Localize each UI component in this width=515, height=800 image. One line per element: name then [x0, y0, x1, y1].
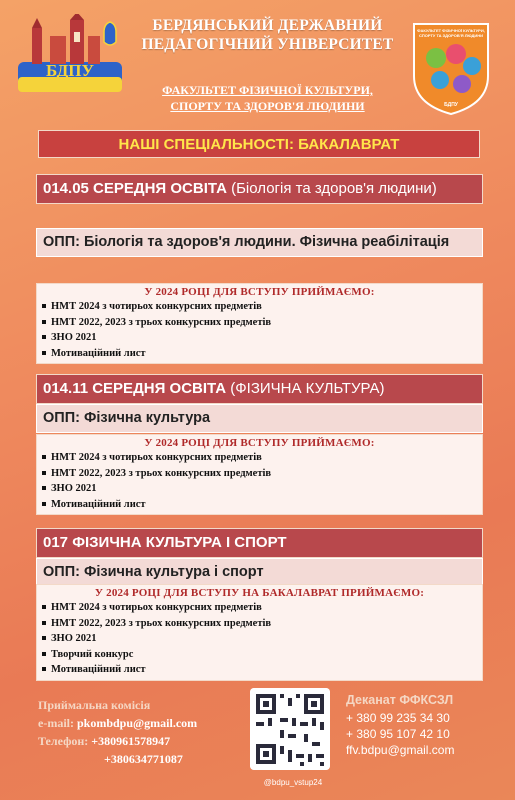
list-item: ЗНО 2021: [41, 481, 478, 497]
phone-link[interactable]: +380961578947: [91, 734, 171, 748]
specialties-banner: НАШІ СПЕЦІАЛЬНОСТІ: БАКАЛАВРАТ: [38, 130, 480, 158]
faculty-logo-icon: [404, 18, 498, 116]
svg-text:ФАКУЛЬТЕТ ФІЗИЧНОЇ КУЛЬТУРИ,: ФАКУЛЬТЕТ ФІЗИЧНОЇ КУЛЬТУРИ,: [417, 28, 485, 33]
admission-list: [36, 283, 483, 364]
phone-link[interactable]: + 380 95 107 42 10: [346, 727, 450, 741]
dean-contacts: [346, 692, 506, 758]
list-item: НМТ 2024 з чотирьох конкурсних предметів: [41, 450, 478, 466]
program-title: 017 ФІЗИЧНА КУЛЬТУРА І СПОРТ: [36, 528, 483, 558]
list-item: ЗНО 2021: [41, 631, 478, 647]
dean-title: Деканат ФФКСЗЛ: [346, 693, 454, 707]
list-item: ЗНО 2021: [41, 330, 478, 346]
email-link[interactable]: ffv.bdpu@gmail.com: [346, 743, 455, 757]
faculty-name: ФАКУЛЬТЕТ ФІЗИЧНОЇ КУЛЬТУРИ, СПОРТУ ТА ЗДОРОВ'Я ЛЮДИНИ: [162, 83, 373, 113]
list-item: НМТ 2024 з чотирьох конкурсних предметів: [41, 600, 478, 616]
program-opp: ОПП: Фізична культура і спорт: [36, 558, 483, 587]
admission-title: У 2024 РОЦІ ДЛЯ ВСТУПУ НА БАКАЛАВРАТ ПРИЙМАЄМО:: [94, 587, 425, 599]
email-link[interactable]: pkombdpu@gmail.com: [76, 716, 198, 730]
qr-code-icon[interactable]: [250, 688, 330, 770]
qr-caption: @bdpu_vstup24: [263, 778, 323, 787]
program-title: 014.05 СЕРЕДНЯ ОСВІТА (Біологія та здоров'я людини): [36, 174, 483, 204]
admission-title: У 2024 РОЦІ ДЛЯ ВСТУПУ ПРИЙМАЄМО:: [144, 437, 375, 449]
admission-contacts: [38, 696, 248, 768]
svg-text:БДПУ: БДПУ: [444, 102, 458, 108]
admission-title: У 2024 РОЦІ ДЛЯ ВСТУПУ ПРИЙМАЄМО:: [144, 286, 375, 298]
list-item: НМТ 2022, 2023 з трьох конкурсних предметів: [41, 315, 478, 331]
list-item: НМТ 2022, 2023 з трьох конкурсних предметів: [41, 616, 478, 632]
header: [0, 0, 515, 125]
svg-text:БДПУ: БДПУ: [46, 61, 94, 80]
university-logo-icon: [10, 14, 136, 98]
phone-link[interactable]: + 380 99 235 34 30: [346, 711, 450, 725]
phone-link[interactable]: +380634771087: [104, 752, 183, 766]
svg-text:СПОРТУ ТА ЗДОРОВ'Я ЛЮДИНИ: СПОРТУ ТА ЗДОРОВ'Я ЛЮДИНИ: [418, 33, 484, 38]
email-label: e-mail:: [38, 716, 74, 730]
program-opp: ОПП: Біологія та здоров'я людини. Фізична реабілітація: [36, 228, 483, 257]
program-opp: ОПП: Фізична культура: [36, 404, 483, 433]
list-item: Мотиваційний лист: [41, 346, 478, 362]
list-item: НМТ 2024 з чотирьох конкурсних предметів: [41, 299, 478, 315]
committee-label: Приймальна комісія: [38, 698, 151, 712]
program-title: 014.11 СЕРЕДНЯ ОСВІТА (ФІЗИЧНА КУЛЬТУРА): [36, 374, 483, 404]
admission-list: [36, 584, 483, 681]
list-item: НМТ 2022, 2023 з трьох конкурсних предметів: [41, 466, 478, 482]
admission-list: [36, 434, 483, 515]
list-item: Мотиваційний лист: [41, 662, 478, 678]
list-item: Творчий конкурс: [41, 647, 478, 663]
list-item: Мотиваційний лист: [41, 497, 478, 513]
phone-label: Телефон:: [38, 734, 89, 748]
university-name: БЕРДЯНСЬКИЙ ДЕРЖАВНИЙ ПЕДАГОГІЧНИЙ УНІВЕРСИТЕТ: [141, 17, 394, 53]
